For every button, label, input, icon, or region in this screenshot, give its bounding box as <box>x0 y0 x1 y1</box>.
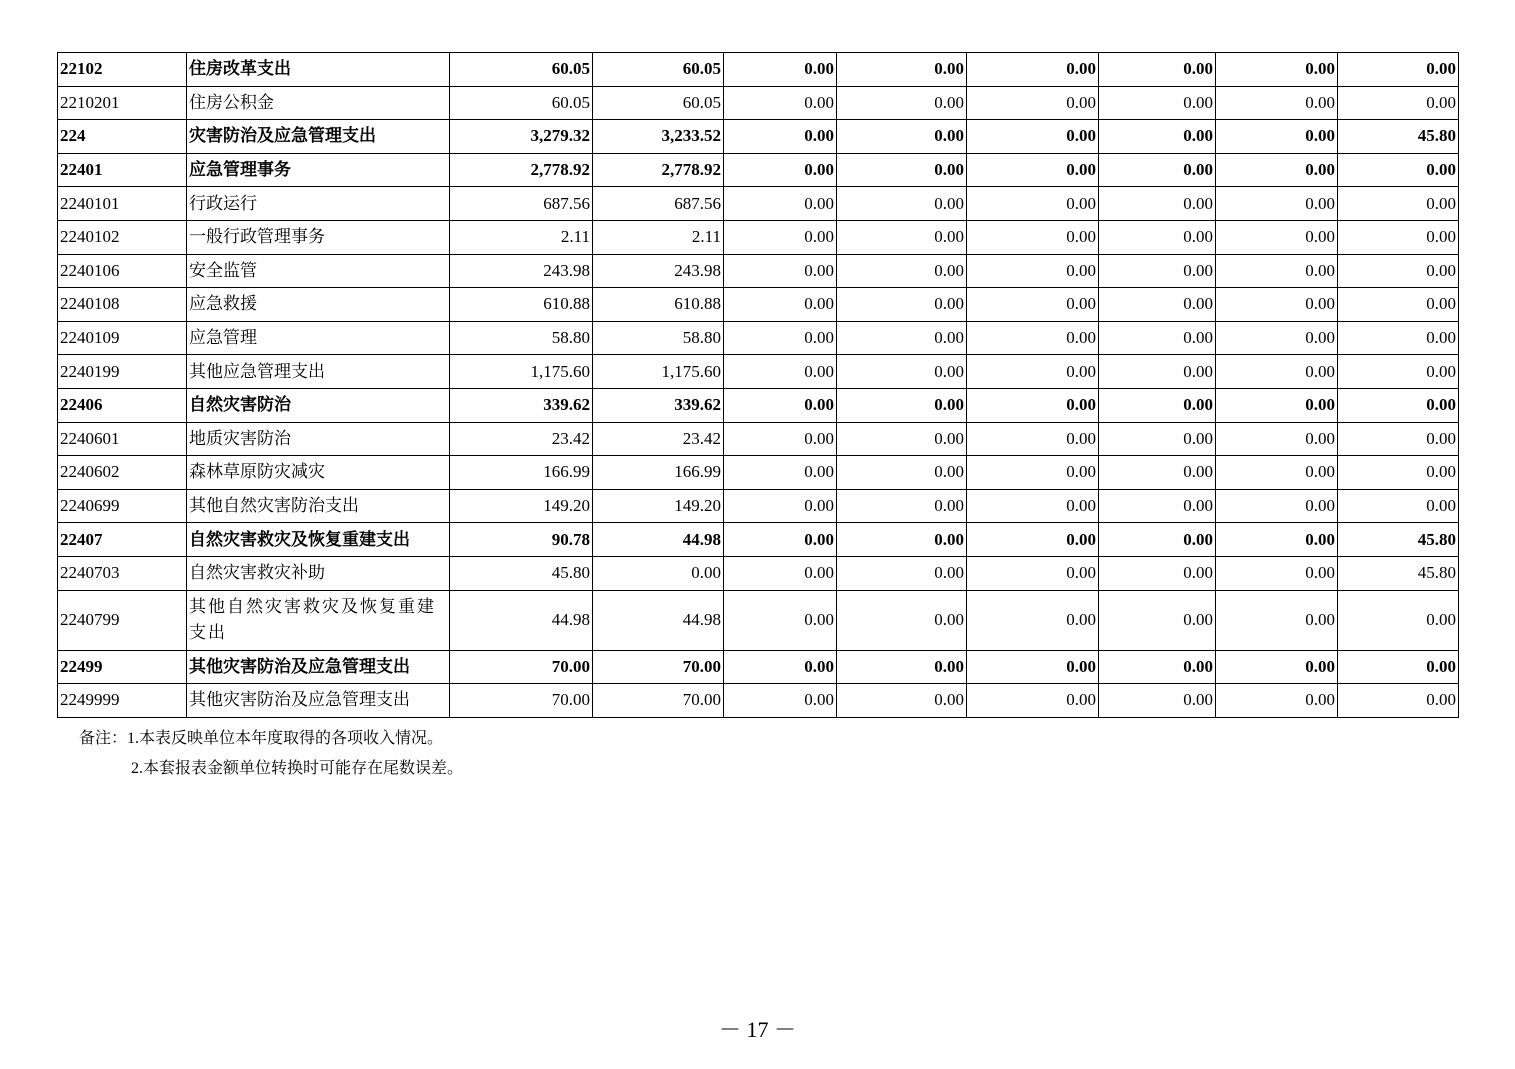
cell-amount: 0.00 <box>1216 523 1338 557</box>
table-row <box>58 456 1459 490</box>
cell-amount: 3,233.52 <box>593 120 724 154</box>
cell-amount: 0.00 <box>1099 590 1216 650</box>
table-row <box>58 187 1459 221</box>
cell-amount: 0.00 <box>1099 153 1216 187</box>
cell-amount: 0.00 <box>1338 321 1459 355</box>
cell-amount: 44.98 <box>593 523 724 557</box>
cell-amount: 0.00 <box>724 86 837 120</box>
cell-amount: 0.00 <box>1216 556 1338 590</box>
cell-amount: 0.00 <box>837 187 967 221</box>
cell-amount: 0.00 <box>1216 388 1338 422</box>
cell-amount: 0.00 <box>1099 650 1216 684</box>
cell-amount: 0.00 <box>967 220 1099 254</box>
cell-amount: 0.00 <box>967 422 1099 456</box>
cell-amount: 0.00 <box>1099 53 1216 87</box>
cell-name: 住房改革支出 <box>187 53 450 87</box>
cell-amount: 0.00 <box>967 523 1099 557</box>
cell-amount: 0.00 <box>724 355 837 389</box>
cell-amount: 0.00 <box>1099 523 1216 557</box>
budget-income-table <box>57 52 1459 718</box>
cell-amount: 0.00 <box>1099 288 1216 322</box>
cell-amount: 0.00 <box>1338 53 1459 87</box>
cell-code: 2240106 <box>58 254 187 288</box>
cell-amount: 149.20 <box>593 489 724 523</box>
table-row <box>58 489 1459 523</box>
cell-amount: 0.00 <box>837 86 967 120</box>
cell-amount: 0.00 <box>837 53 967 87</box>
cell-amount: 0.00 <box>1099 86 1216 120</box>
cell-code: 2240101 <box>58 187 187 221</box>
cell-amount: 0.00 <box>1216 422 1338 456</box>
cell-amount: 0.00 <box>967 86 1099 120</box>
cell-amount: 0.00 <box>1216 153 1338 187</box>
cell-amount: 0.00 <box>837 254 967 288</box>
cell-amount: 0.00 <box>724 53 837 87</box>
cell-amount: 0.00 <box>967 187 1099 221</box>
cell-amount: 0.00 <box>1216 86 1338 120</box>
cell-amount: 0.00 <box>1338 684 1459 718</box>
cell-amount: 0.00 <box>967 388 1099 422</box>
cell-code: 2240799 <box>58 590 187 650</box>
cell-amount: 2.11 <box>593 220 724 254</box>
cell-amount: 70.00 <box>593 684 724 718</box>
cell-amount: 45.80 <box>450 556 593 590</box>
cell-amount: 70.00 <box>450 684 593 718</box>
cell-amount: 0.00 <box>967 153 1099 187</box>
cell-amount: 0.00 <box>967 355 1099 389</box>
cell-amount: 0.00 <box>837 120 967 154</box>
cell-amount: 0.00 <box>967 53 1099 87</box>
table-row <box>58 321 1459 355</box>
cell-amount: 0.00 <box>724 456 837 490</box>
note-line-2: 2.本套报表金额单位转换时可能存在尾数误差。 <box>131 760 464 777</box>
cell-amount: 45.80 <box>1338 523 1459 557</box>
cell-amount: 0.00 <box>1099 220 1216 254</box>
cell-name: 灾害防治及应急管理支出 <box>187 120 450 154</box>
cell-code: 2240602 <box>58 456 187 490</box>
cell-amount: 166.99 <box>450 456 593 490</box>
cell-amount: 0.00 <box>724 288 837 322</box>
cell-amount: 2,778.92 <box>593 153 724 187</box>
cell-amount: 45.80 <box>1338 120 1459 154</box>
cell-amount: 0.00 <box>1099 254 1216 288</box>
cell-amount: 0.00 <box>837 220 967 254</box>
cell-amount: 0.00 <box>967 684 1099 718</box>
cell-amount: 0.00 <box>1216 650 1338 684</box>
cell-amount: 0.00 <box>967 321 1099 355</box>
cell-code: 22401 <box>58 153 187 187</box>
cell-amount: 70.00 <box>593 650 724 684</box>
cell-amount: 0.00 <box>724 523 837 557</box>
cell-amount: 0.00 <box>724 153 837 187</box>
cell-amount: 0.00 <box>1216 187 1338 221</box>
cell-amount: 0.00 <box>1216 355 1338 389</box>
cell-amount: 0.00 <box>1338 220 1459 254</box>
cell-amount: 0.00 <box>967 456 1099 490</box>
cell-amount: 243.98 <box>593 254 724 288</box>
cell-amount: 0.00 <box>724 650 837 684</box>
page-number: － 17 － <box>718 1017 796 1042</box>
cell-amount: 0.00 <box>1216 254 1338 288</box>
note-line-1: 备注：1.本表反映单位本年度取得的各项收入情况。 <box>79 730 444 747</box>
cell-amount: 0.00 <box>724 489 837 523</box>
table-row <box>58 254 1459 288</box>
cell-name: 其他灾害防治及应急管理支出 <box>187 684 450 718</box>
cell-amount: 610.88 <box>593 288 724 322</box>
table-body <box>58 53 1459 718</box>
cell-amount: 58.80 <box>450 321 593 355</box>
cell-amount: 0.00 <box>837 153 967 187</box>
cell-code: 22499 <box>58 650 187 684</box>
cell-amount: 70.00 <box>450 650 593 684</box>
table-row <box>58 153 1459 187</box>
cell-amount: 0.00 <box>1099 388 1216 422</box>
cell-code: 2240699 <box>58 489 187 523</box>
cell-amount: 0.00 <box>967 254 1099 288</box>
cell-amount: 0.00 <box>1099 556 1216 590</box>
cell-amount: 0.00 <box>1099 456 1216 490</box>
cell-name: 森林草原防灾减灾 <box>187 456 450 490</box>
cell-amount: 0.00 <box>1216 220 1338 254</box>
cell-amount: 0.00 <box>837 321 967 355</box>
cell-amount: 60.05 <box>450 86 593 120</box>
cell-amount: 166.99 <box>593 456 724 490</box>
cell-code: 224 <box>58 120 187 154</box>
cell-amount: 0.00 <box>1338 288 1459 322</box>
cell-amount: 0.00 <box>967 120 1099 154</box>
cell-amount: 0.00 <box>837 388 967 422</box>
cell-name: 应急救援 <box>187 288 450 322</box>
cell-amount: 44.98 <box>593 590 724 650</box>
cell-amount: 0.00 <box>724 556 837 590</box>
cell-name: 自然灾害救灾及恢复重建支出 <box>187 523 450 557</box>
cell-amount: 3,279.32 <box>450 120 593 154</box>
cell-amount: 0.00 <box>967 489 1099 523</box>
cell-amount: 1,175.60 <box>593 355 724 389</box>
cell-amount: 60.05 <box>593 53 724 87</box>
table-row <box>58 288 1459 322</box>
cell-amount: 0.00 <box>1099 120 1216 154</box>
table-row <box>58 53 1459 87</box>
cell-amount: 0.00 <box>724 388 837 422</box>
cell-amount: 0.00 <box>1338 153 1459 187</box>
cell-amount: 0.00 <box>837 650 967 684</box>
cell-amount: 0.00 <box>1338 590 1459 650</box>
cell-amount: 23.42 <box>450 422 593 456</box>
cell-name: 其他应急管理支出 <box>187 355 450 389</box>
table-row <box>58 556 1459 590</box>
cell-name: 一般行政管理事务 <box>187 220 450 254</box>
cell-amount: 23.42 <box>593 422 724 456</box>
cell-code: 2240601 <box>58 422 187 456</box>
cell-amount: 0.00 <box>837 556 967 590</box>
cell-code: 22102 <box>58 53 187 87</box>
cell-amount: 0.00 <box>1216 53 1338 87</box>
cell-amount: 0.00 <box>1338 456 1459 490</box>
table-row <box>58 650 1459 684</box>
cell-amount: 0.00 <box>1216 288 1338 322</box>
cell-code: 2249999 <box>58 684 187 718</box>
cell-code: 2240199 <box>58 355 187 389</box>
cell-code: 2240109 <box>58 321 187 355</box>
cell-amount: 0.00 <box>1338 86 1459 120</box>
cell-amount: 0.00 <box>967 590 1099 650</box>
cell-amount: 0.00 <box>967 288 1099 322</box>
cell-amount: 0.00 <box>1099 187 1216 221</box>
cell-amount: 0.00 <box>593 556 724 590</box>
cell-name: 其他自然灾害防治支出 <box>187 489 450 523</box>
cell-code: 2210201 <box>58 86 187 120</box>
cell-amount: 44.98 <box>450 590 593 650</box>
cell-amount: 60.05 <box>450 53 593 87</box>
cell-amount: 687.56 <box>593 187 724 221</box>
cell-amount: 0.00 <box>1338 388 1459 422</box>
cell-amount: 0.00 <box>724 590 837 650</box>
cell-amount: 0.00 <box>1338 422 1459 456</box>
cell-amount: 0.00 <box>1099 489 1216 523</box>
cell-amount: 0.00 <box>1338 650 1459 684</box>
cell-name: 行政运行 <box>187 187 450 221</box>
cell-amount: 0.00 <box>724 254 837 288</box>
cell-amount: 0.00 <box>1099 321 1216 355</box>
cell-amount: 0.00 <box>1338 489 1459 523</box>
table-row <box>58 684 1459 718</box>
cell-amount: 243.98 <box>450 254 593 288</box>
cell-amount: 0.00 <box>1216 456 1338 490</box>
cell-amount: 0.00 <box>1216 120 1338 154</box>
cell-code: 2240102 <box>58 220 187 254</box>
cell-amount: 0.00 <box>1216 684 1338 718</box>
cell-name: 其他灾害防治及应急管理支出 <box>187 650 450 684</box>
cell-name: 其他自然灾害救灾及恢复重建支出 <box>187 590 450 650</box>
cell-amount: 0.00 <box>837 355 967 389</box>
cell-amount: 2.11 <box>450 220 593 254</box>
cell-amount: 2,778.92 <box>450 153 593 187</box>
cell-amount: 0.00 <box>724 684 837 718</box>
cell-amount: 0.00 <box>1338 355 1459 389</box>
cell-amount: 45.80 <box>1338 556 1459 590</box>
cell-amount: 0.00 <box>1338 187 1459 221</box>
cell-amount: 58.80 <box>593 321 724 355</box>
table-row <box>58 355 1459 389</box>
cell-name: 应急管理事务 <box>187 153 450 187</box>
cell-amount: 0.00 <box>837 523 967 557</box>
table-row <box>58 388 1459 422</box>
cell-amount: 0.00 <box>837 456 967 490</box>
cell-amount: 0.00 <box>967 650 1099 684</box>
cell-amount: 0.00 <box>724 187 837 221</box>
cell-amount: 90.78 <box>450 523 593 557</box>
cell-amount: 0.00 <box>724 220 837 254</box>
cell-code: 2240108 <box>58 288 187 322</box>
cell-amount: 0.00 <box>724 120 837 154</box>
cell-amount: 0.00 <box>1216 489 1338 523</box>
table-row <box>58 523 1459 557</box>
cell-amount: 0.00 <box>837 489 967 523</box>
cell-amount: 339.62 <box>593 388 724 422</box>
cell-name: 地质灾害防治 <box>187 422 450 456</box>
table-row <box>58 220 1459 254</box>
cell-amount: 0.00 <box>967 556 1099 590</box>
cell-amount: 0.00 <box>837 590 967 650</box>
table-row <box>58 120 1459 154</box>
cell-name: 安全监管 <box>187 254 450 288</box>
cell-amount: 0.00 <box>1216 321 1338 355</box>
table-row <box>58 86 1459 120</box>
cell-name: 住房公积金 <box>187 86 450 120</box>
cell-amount: 0.00 <box>724 422 837 456</box>
cell-amount: 0.00 <box>837 684 967 718</box>
cell-amount: 149.20 <box>450 489 593 523</box>
cell-name: 自然灾害救灾补助 <box>187 556 450 590</box>
cell-amount: 1,175.60 <box>450 355 593 389</box>
cell-amount: 0.00 <box>1099 355 1216 389</box>
cell-amount: 0.00 <box>1338 254 1459 288</box>
table-row <box>58 590 1459 650</box>
cell-name: 应急管理 <box>187 321 450 355</box>
cell-amount: 60.05 <box>593 86 724 120</box>
cell-amount: 0.00 <box>1216 590 1338 650</box>
cell-amount: 339.62 <box>450 388 593 422</box>
cell-amount: 0.00 <box>837 422 967 456</box>
cell-name: 自然灾害防治 <box>187 388 450 422</box>
cell-amount: 0.00 <box>724 321 837 355</box>
cell-amount: 687.56 <box>450 187 593 221</box>
cell-code: 22406 <box>58 388 187 422</box>
cell-amount: 610.88 <box>450 288 593 322</box>
cell-amount: 0.00 <box>837 288 967 322</box>
table-row <box>58 422 1459 456</box>
cell-code: 22407 <box>58 523 187 557</box>
cell-code: 2240703 <box>58 556 187 590</box>
cell-amount: 0.00 <box>1099 684 1216 718</box>
cell-amount: 0.00 <box>1099 422 1216 456</box>
